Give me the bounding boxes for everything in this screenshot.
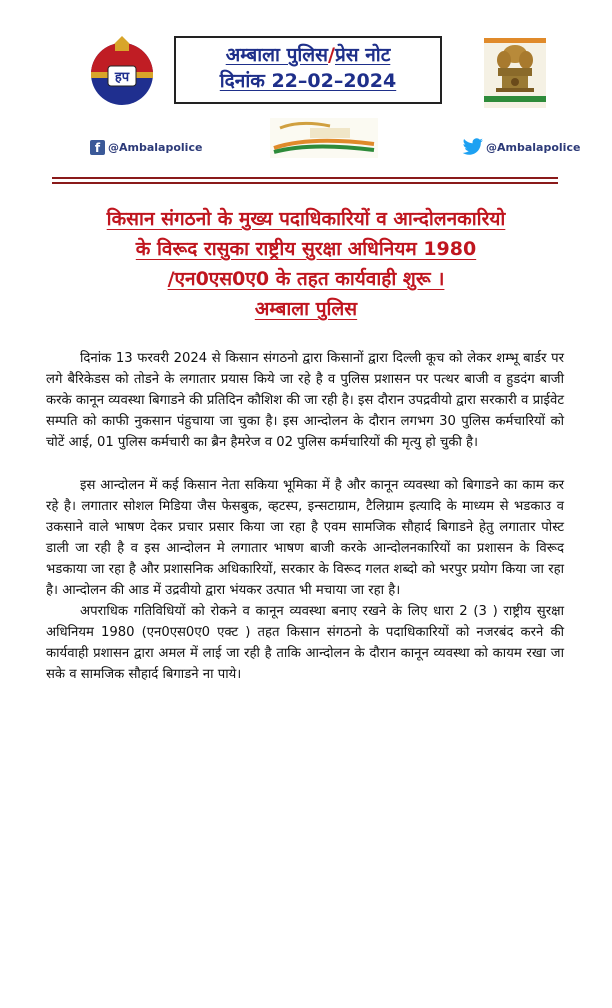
date-line: दिनांक 22–02–2024 <box>219 70 397 92</box>
facebook-icon: f <box>90 140 105 155</box>
paragraph-3: अपराधिक गतिविधियों को रोकने व कानून व्यवस्था बनाए रखने के लिए धारा 2 (3 ) राष्ट्रीय सुरक्षा अधिनियम 1980 (एन0एस0ए0 एक्ट ) तहत किसान संगठनो के पदाधिकारियों को नजरबंद करने की कार्यवाही प्रशासन द्वारा अमल में लाई जा रही है ताकि आन्दोलन के दौरान कानून व्यवस्था को कायम रखा जा सके व सामजिक सौहार्द बिगाडने ना पाये। <box>46 604 564 682</box>
haryana-police-logo-icon <box>86 34 158 106</box>
headline-signature: अम्बाला पुलिस <box>254 298 358 320</box>
paragraph-1: दिनांक 13 फरवरी 2024 से किसान संगठनो द्वारा किसानों द्वारा दिल्ली कूच को लेकर शम्भू बार्डर पर लगे बैरिकेडस को तोडने के लगातार प्रयास किये जा रहे है व पुलिस प्रशासन पर पत्थर बाजी व हुडदंग बाजी करके कानून व्यवस्था बिगाडने की प्रतिदिन कौशिश की जा रही है। इस दौरान उपद्रवीयो द्वारा सरकारी व प्राईवेट सम्पति को काफी नुकसान पंहुचाया जा चुका है। इस आन्दोलन के दौरान लगभग 30 पुलिस कर्मचारियों को चोटें आई, 01 पुलिस कर्मचारी का ब्रैन हैमरेज व 02 पुलिस कर्मचारियों की मृत्यु हो चुकी है। <box>46 351 564 450</box>
press-note-title-box <box>174 36 442 104</box>
title-separator: / <box>328 44 335 66</box>
national-emblem-icon <box>484 38 546 108</box>
header-divider-bottom <box>52 182 558 184</box>
headline-line-1: किसान संगठनो के मुख्य पदाधिकारियों व आन्दोलनकारियो <box>106 208 506 230</box>
logo-left-text: हप <box>114 70 130 85</box>
paragraph-2: इस आन्दोलन में कई किसान नेता सकिया भूमिका में है और कानून व्यवस्था को बिगाडने का काम कर रहे है। लगातार सोशल मिडिया जैस फेसबुक, व्हटस्प, इन्सटाग्राम, टैलिग्राम इत्यादि के माध्यम से भडकाउ व उकसाने वाले भाषण देकर प्रचार प्रसार किया जा रहा है एवम सामजिक सौहार्द बिगाडने हेतु लगातार पोस्ट डाली जा रही है व इस आन्दोलन मे लगातार भाषण बाजी करके आन्दोलनकारियों का प्रशासन के विरूद भडकाया जा रहा है और प्रशासनिक अधिकारियों, सरकार के विरूद गलत शब्दो को भरपुर प्रयोग किया जा रहा है। आन्दोलन की आड में उद्रवीयो द्वारा भंयकर उत्पात भी मचाया जा रहा है। <box>46 478 564 598</box>
headline <box>40 204 572 324</box>
press-note-body <box>46 348 564 685</box>
headline-line-3: /एन0एस0ए0 के तहत कार्यवाही शुरू । <box>167 268 445 290</box>
title-doc-type: प्रेस नोट <box>334 44 391 66</box>
title-line <box>176 42 440 68</box>
headline-line-2: के विरूद रासुका राष्ट्रीय सुरक्षा अधिनियम 1980 <box>135 238 477 260</box>
azadi-ka-amrit-mahotsav-logo-icon <box>270 118 378 158</box>
facebook-handle-text: @Ambalapolice <box>108 141 203 154</box>
facebook-handle[interactable] <box>90 140 202 155</box>
twitter-handle-text: @Ambalapolice <box>486 140 581 154</box>
header-divider-top <box>52 177 558 179</box>
title-org: अम्बाला पुलिस <box>225 44 329 66</box>
twitter-handle[interactable] <box>462 138 580 156</box>
press-note-header <box>0 0 612 180</box>
twitter-bird-icon <box>462 138 484 156</box>
